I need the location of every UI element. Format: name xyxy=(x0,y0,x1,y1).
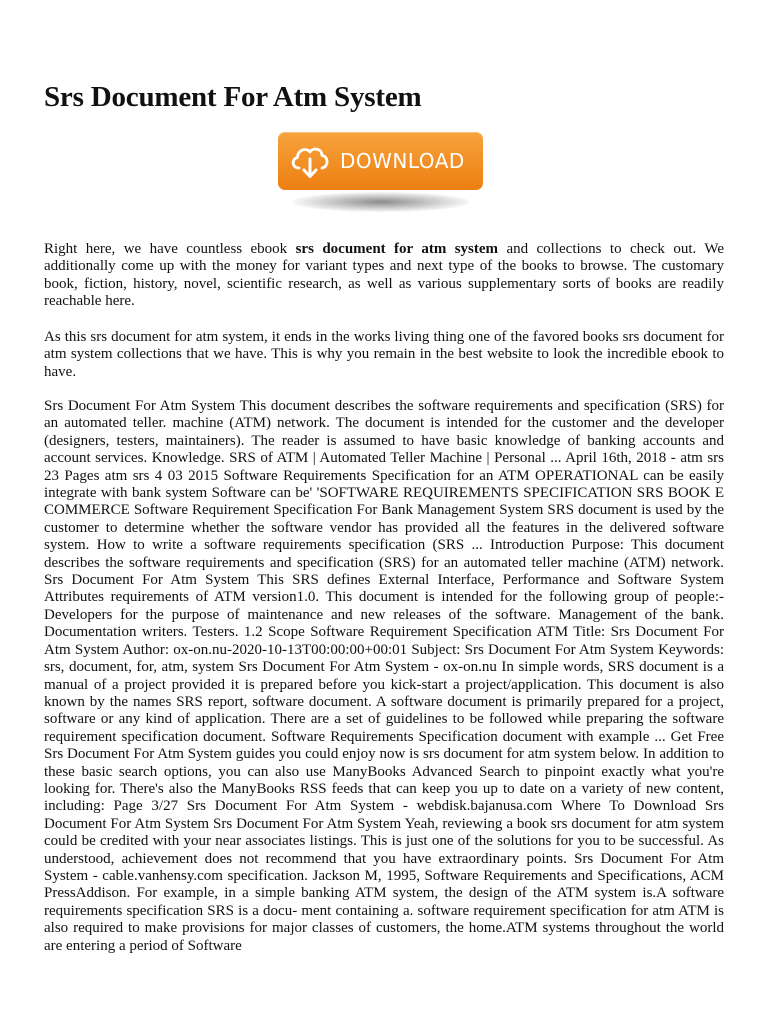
download-banner xyxy=(278,132,486,218)
cloud-download-icon xyxy=(288,139,332,183)
intro-text-after: and collections to check out. We additionally come up with the money for variant types and next type of the books to browse. The customary book, fiction, history, novel, scientific research, as well as various supplementary sorts of books are readily reachable here. xyxy=(44,241,724,310)
button-shadow xyxy=(292,192,470,212)
download-button[interactable] xyxy=(278,132,483,190)
second-paragraph: As this srs document for atm system, it ends in the works living thing one of the favored books srs document for atm system collections that we have. This is why you remain in the best website to look the incredible ebook to have. xyxy=(44,329,724,380)
intro-text-before: Right here, we have countless ebook xyxy=(44,241,296,257)
body-paragraph: Srs Document For Atm System This document describes the software requirements and specification (SRS) for an automated teller. machine (ATM) network. The document is intended for the customer and the developer (designers, testers, maintainers). The reader is assumed to have basic knowledge of banking accounts and account services. Knowledge. SRS of ATM | Automated Teller Machine | Personal ... April 16th, 2018 - atm srs 23 Pages atm srs 4 03 2015 Software Requirements Specification for an ATM OPERATIONAL can be easily integrate with bank system Software can be' 'SOFTWARE REQUIREMENTS SPECIFICATION SRS BOOK E COMMERCE Software Requirement Specification For Bank Management System SRS document is used by the customer to determine whether the software vendor has provided all the features in the delivered software system. How to write a software requirements specification (SRS ... Introduction Purpose: This document describes the software requirements and specification (SRS) for an automated teller machine (ATM) network. Srs Document For Atm System This SRS defines External Interface, Performance and Software System Attributes requirements of ATM version1.0. This document is intended for the following group of people:- Developers for the purpose of maintenance and new releases of the software. Management of the bank. Documentation writers. Testers. 1.2 Scope Software Requirement Specification ATM Title: Srs Document For Atm System Author: ox-on.nu-2020-10-13T00:00:00+00:01 Subject: Srs Document For Atm System Keywords: srs, document, for, atm, system Srs Document For Atm System - ox-on.nu In simple words, SRS document is a manual of a project provided it is prepared before you kick-start a project/application. This document is also known by the names SRS report, software document. A software document is primarily prepared for a project, software or any kind of application. There are a set of guidelines to be followed while preparing the software requirement specification document. Software Requirements Specification document with example ... Get Free Srs Document For Atm System guides you could enjoy now is srs document for atm system below. In addition to these basic search options, you can also use ManyBooks Advanced Search to pinpoint exactly what you're looking for. There's also the ManyBooks RSS feeds that can keep you up to date on a variety of new content, including: Page 3/27 Srs Document For Atm System - webdisk.bajanusa.com Where To Download Srs Document For Atm System Srs Document For Atm System Yeah, reviewing a book srs document for atm system could be credited with your near associates listings. This is just one of the solutions for you to be successful. As understood, achievement does not recommend that you have extraordinary points. Srs Document For Atm System - cable.vanhensy.com specification. Jackson M, 1995, Software Requirements and Specifications, ACM PressAddison. For example, in a simple banking ATM system, the design of the ATM system is.A software requirements specification SRS is a docu- ment containing a. software requirement specification for atm ATM is also required to make provisions for major classes of customers, the home.ATM systems throughout the world are entering a period of Software xyxy=(44,398,724,954)
download-label: DOWNLOAD xyxy=(340,149,465,173)
intro-paragraph xyxy=(44,241,724,311)
document-title: Srs Document For Atm System xyxy=(44,81,422,113)
intro-bold-keyword: srs document for atm system xyxy=(295,241,499,257)
